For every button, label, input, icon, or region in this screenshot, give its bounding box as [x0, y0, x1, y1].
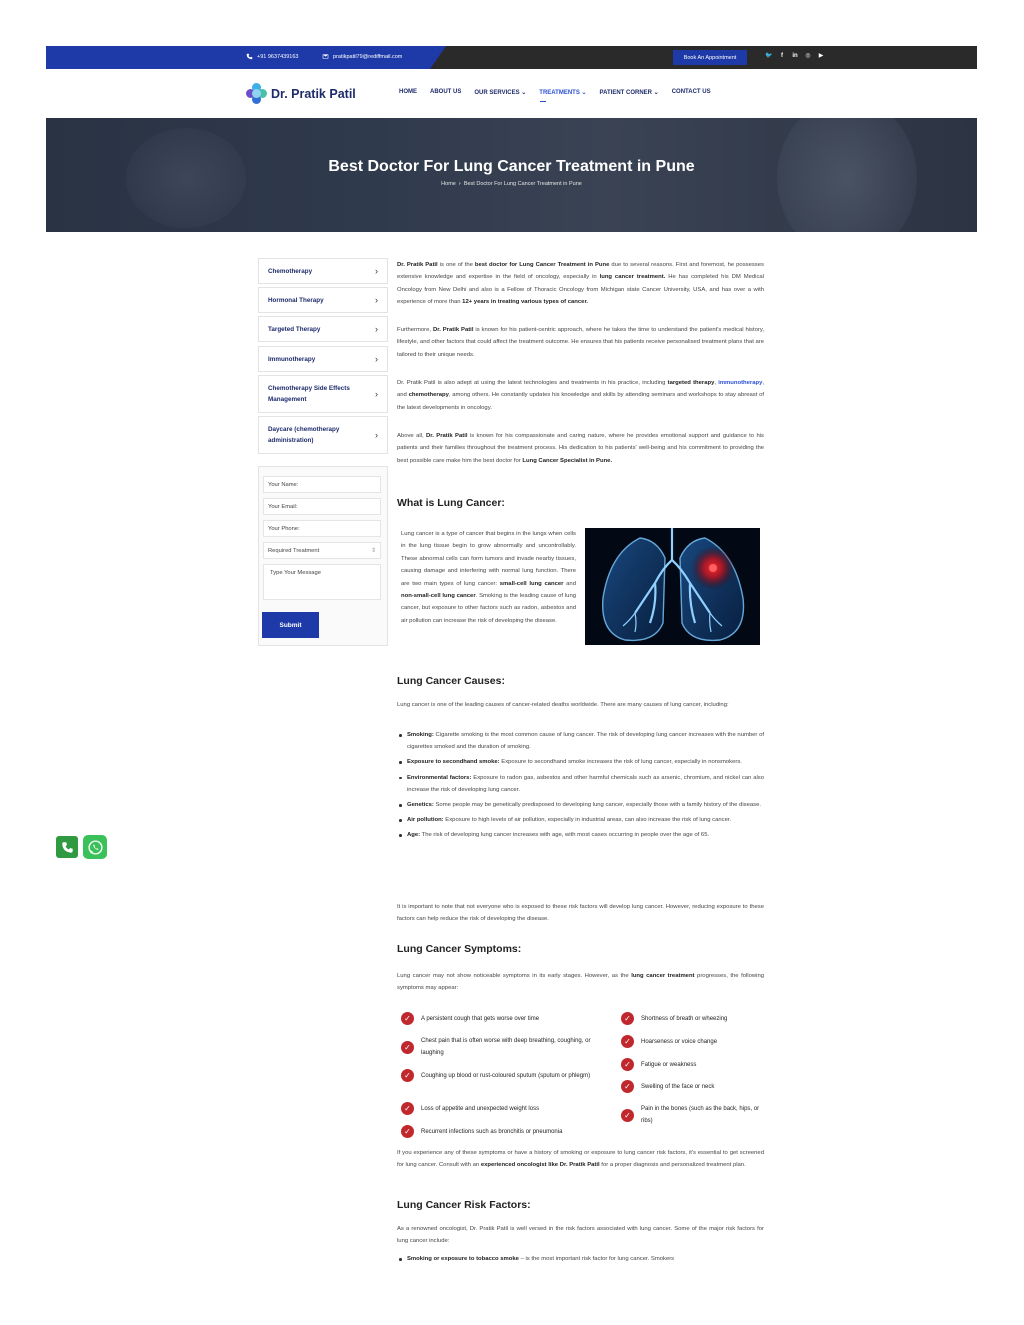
symptoms-intro [397, 970, 764, 995]
text: , [714, 380, 719, 386]
chevron-right-icon: › [375, 324, 378, 334]
chevron-down-icon: ⌄ [653, 90, 659, 96]
floating-call-button[interactable] [56, 836, 78, 858]
causes-note: It is important to note that not everyone who is exposed to these risk factors will develop lung cancer. However, reducing exposure to these factors can help reduce the risk of developing the disease. [397, 904, 764, 923]
patient-centric-paragraph [397, 324, 764, 361]
keyword: 12+ years in treating various types of cancer. [462, 299, 589, 306]
heading-risk-factors: Lung Cancer Risk Factors: [397, 1199, 531, 1211]
what-is-paragraph [401, 528, 576, 627]
chevron-right-icon: › [375, 354, 378, 364]
book-appointment-button[interactable]: Book An Appointment [673, 50, 747, 65]
text: due to several reasons. First and foremost, he possesses extensive knowledge and expertise in the field of oncology, especially in [397, 262, 764, 281]
chevron-right-icon: › [375, 266, 378, 276]
check-circle-icon: ✓ [401, 1041, 414, 1054]
symptom-item [621, 1012, 764, 1025]
sidebar-item-label: Chemotherapy [268, 267, 313, 275]
symptom-item [621, 1035, 764, 1048]
keyword: targeted therapy [667, 380, 715, 386]
symptom-text: Chest pain that is often worse with deep breathing, coughing, or laughing [421, 1038, 591, 1056]
list-item-text: Exposure to radon gas, asbestos and other harmful chemicals such as arsenic, chromium, and nickel can also increase the risk of developing lung cancer. [407, 774, 764, 793]
text: . Smoking is the leading cause of lung cancer, but exposure to other factors such as radon, asbestos and air pollution can increase the risk of developing the disease. [401, 593, 576, 624]
keyword: lung cancer treatment. [599, 274, 666, 281]
keyword: best doctor for Lung Cancer Treatment in Pune [474, 262, 610, 268]
submit-button[interactable]: Submit [262, 612, 319, 638]
immunotherapy-link[interactable]: immunotherapy [718, 380, 763, 386]
list-item-text: The risk of developing lung cancer increases with age, with most cases occurring in people over the age of 65. [420, 832, 710, 839]
phone-field[interactable]: Your Phone: [263, 520, 381, 537]
breadcrumb-home[interactable]: Home [441, 181, 456, 187]
sidebar-item-hormonal-therapy[interactable] [258, 287, 388, 313]
check-circle-icon: ✓ [621, 1012, 634, 1025]
symptom-text: Recurrent infections such as bronchitis or pneumonia [421, 1128, 563, 1135]
check-circle-icon: ✓ [401, 1125, 414, 1138]
top-bar [46, 46, 977, 69]
list-item [407, 1253, 764, 1265]
symptom-text: Coughing up blood or rust-coloured sputum (sputum or phlegm) [421, 1072, 591, 1079]
list-item [407, 799, 764, 811]
phone-icon [61, 841, 74, 854]
nav-patient-corner[interactable] [600, 89, 659, 96]
text: Above all, [397, 433, 427, 439]
nav-about[interactable]: ABOUT US [430, 89, 462, 95]
text: Dr. Pratik Patil is also adept at using the latest technologies and treatments in his practice, including [397, 380, 668, 386]
site-logo[interactable] [246, 83, 356, 104]
logo-flower-icon [246, 83, 267, 104]
causes-intro: Lung cancer is one of the leading causes of cancer-related deaths worldwide. There are many causes of lung cancer, including: [397, 702, 729, 708]
nav-home[interactable]: HOME [399, 89, 417, 95]
text: for a proper diagnosis and personalized treatment plan. [599, 1162, 746, 1169]
lung-illustration-image [585, 528, 760, 645]
phone-icon [246, 53, 253, 60]
sidebar-item-immunotherapy[interactable] [258, 346, 388, 372]
text: , and [397, 380, 765, 399]
lungs-graphic [585, 528, 760, 645]
text: If you experience any of these symptoms or have a history of smoking or exposure to lung cancer risk factors, it's essential to get screened for lung cancer. Consult with an [397, 1150, 764, 1169]
sidebar-item-label: Targeted Therapy [268, 325, 321, 333]
check-circle-icon: ✓ [621, 1035, 634, 1048]
list-item-text: – is the most important risk factor for lung cancer. Smokers [518, 1256, 675, 1262]
list-item [407, 772, 764, 796]
sidebar-item-daycare[interactable] [258, 416, 388, 454]
facebook-icon[interactable]: f [781, 52, 783, 59]
check-circle-icon: ✓ [621, 1058, 634, 1071]
keyword: lung cancer treatment [631, 973, 695, 979]
doctor-name: Dr. Pratik Patil [432, 327, 474, 333]
symptom-item [401, 1102, 611, 1115]
nav-services-label: OUR SERVICES [474, 90, 520, 96]
list-item [407, 829, 764, 841]
symptom-item [621, 1103, 764, 1127]
intro-paragraph [397, 259, 764, 309]
twitter-icon[interactable]: 🐦 [765, 53, 773, 59]
list-item-key: Air pollution: [407, 817, 444, 824]
list-item-key: Age: [407, 832, 421, 839]
floating-whatsapp-button[interactable] [83, 835, 107, 859]
list-item-key: Smoking or exposure to tobacco smoke [407, 1256, 519, 1262]
whatsapp-icon [87, 839, 104, 856]
list-item [407, 729, 764, 753]
social-links [765, 52, 825, 59]
text: Lung cancer may not show noticeable symptoms in its early stages. However, as the [397, 973, 632, 979]
symptom-item [401, 1069, 611, 1082]
causes-list [407, 729, 764, 845]
sidebar-item-label: Immunotherapy [268, 355, 316, 363]
chevron-right-icon: › [375, 430, 378, 440]
check-circle-icon: ✓ [401, 1012, 414, 1025]
nav-treatments[interactable] [539, 89, 586, 96]
text: and [563, 580, 576, 587]
text: Lung cancer is a type of cancer that begins in the lungs when cells in the lung tissue begin to grow abnormally and uncontrollably. These abnormal cells can form tumors and invade nearby tissues, causing damage and interfering with normal lung function. There are two main types of lung cancer: [401, 531, 576, 587]
list-item-text: Cigarette smoking is the most common cause of lung cancer. The risk of developing lung cancer increases with the number of cigarettes smoked and the duration of smoking. [407, 732, 764, 751]
list-item [407, 814, 764, 826]
list-item-text: Some people may be genetically predisposed to developing lung cancer, especially those with a family history of the disease. [433, 802, 761, 809]
keyword: Lung Cancer Specialist in Pune. [522, 457, 613, 464]
text: Furthermore, [397, 327, 433, 333]
keyword: non-small-cell lung cancer [401, 593, 476, 600]
select-arrows-icon: ⇕ [371, 548, 376, 554]
nav-contact[interactable]: CONTACT US [671, 89, 711, 95]
sidebar-item-label: Chemotherapy Side Effects Management [268, 385, 350, 403]
technology-paragraph [397, 377, 764, 414]
check-circle-icon: ✓ [401, 1069, 414, 1082]
check-circle-icon: ✓ [621, 1080, 634, 1093]
symptom-item [621, 1058, 764, 1071]
nav-patient-label: PATIENT CORNER [599, 90, 652, 96]
symptom-text: Swelling of the face or neck [641, 1083, 715, 1090]
heading-what-is-lung-cancer: What is Lung Cancer: [397, 497, 505, 509]
email-address: pratikpatil79@rediffmail.com [333, 53, 403, 60]
list-item-text: Exposure to secondhand smoke increases the risk of lung cancer, especially in nonsmokers. [499, 759, 742, 766]
symptom-text: Loss of appetite and unexpected weight loss [421, 1105, 540, 1112]
check-circle-icon: ✓ [401, 1102, 414, 1115]
text: is one of the [437, 262, 475, 268]
instagram-icon[interactable]: ◎ [805, 53, 811, 59]
symptom-item [401, 1125, 621, 1138]
list-item-key: Exposure to secondhand smoke: [407, 759, 500, 766]
breadcrumb-separator: › [458, 181, 461, 187]
text: He has completed his DM Medical Oncology from New Delhi and also is a Fellow of Thoracic Oncology from Michigan state Cancer University, USA, and has over a with experience of more than [397, 274, 764, 306]
sidebar-item-targeted-therapy[interactable] [258, 316, 388, 342]
chevron-right-icon: › [375, 295, 378, 305]
text: is known for his compassionate and caring nature, where he provides emotional support and guidance to his patients and their families throughout the treatment process. His dedication to his patients' well-being and his commitment to providing the best possible care make him the best doctor for [397, 433, 764, 464]
doctor-name: Dr. Pratik Patil [397, 262, 438, 268]
nav-services[interactable] [474, 89, 526, 96]
text: is known for his patient-centric approach, where he takes the time to understand the patient's medical history, lifestyle, and other factors that could affect the treatment outcome. He ensures that his patients receive personalised treatment plans that are tailored to their unique needs. [397, 327, 764, 358]
list-item [407, 756, 764, 768]
keyword: chemotherapy [408, 392, 449, 399]
email-field[interactable]: Your Email: [263, 498, 381, 515]
symptom-text: Shortness of breath or wheezing [641, 1015, 728, 1022]
text: progresses, the following symptoms may appear: [397, 973, 765, 992]
phone-contact[interactable] [246, 53, 298, 60]
symptom-text: Fatigue or weakness [641, 1061, 697, 1068]
risk-list [407, 1253, 764, 1268]
heading-causes: Lung Cancer Causes: [397, 675, 505, 687]
symptom-text: Pain in the bones (such as the back, hips, or ribs) [641, 1106, 760, 1124]
sidebar-item-label: Hormonal Therapy [268, 296, 324, 304]
hero-banner [46, 118, 977, 232]
sidebar-item-label: Daycare (chemotherapy administration) [268, 426, 340, 444]
text: , among others. He constantly updates his knowledge and skills by attending seminars and workshops to stay abreast of the latest developments in oncology. [397, 392, 764, 411]
mail-icon [322, 53, 329, 60]
breadcrumb [46, 181, 977, 187]
treatment-select-value: Required Treatment [268, 548, 320, 554]
keyword: small-cell lung cancer [499, 580, 564, 587]
page-title: Best Doctor For Lung Cancer Treatment in Pune [328, 158, 695, 175]
symptom-item [621, 1080, 764, 1093]
name-field[interactable]: Your Name: [263, 476, 381, 493]
youtube-icon[interactable]: ▶ [818, 53, 824, 59]
nav-treatments-label: TREATMENTS [539, 90, 580, 96]
email-contact[interactable] [322, 53, 402, 60]
breadcrumb-current: Best Doctor For Lung Cancer Treatment in Pune [463, 181, 582, 187]
symptom-item [401, 1035, 611, 1059]
list-item-key: Smoking: [407, 732, 434, 738]
risk-intro: As a renowned oncologist, Dr. Pratik Patil is well versed in the risk factors associated with lung cancer. Some of the major risk factors for lung cancer include: [397, 1226, 764, 1245]
list-item-key: Genetics: [407, 802, 434, 809]
brand-name: Dr. Pratik Patil [271, 86, 356, 101]
sidebar-item-side-effects[interactable] [258, 375, 388, 413]
chevron-down-icon: ⌄ [581, 90, 587, 96]
phone-number: +91 9637439163 [257, 53, 299, 60]
chevron-down-icon: ⌄ [521, 90, 527, 96]
linkedin-icon[interactable]: in [792, 52, 798, 59]
keyword: experienced oncologist like Dr. Pratik Patil [480, 1162, 600, 1169]
main-nav [399, 89, 724, 96]
compassion-paragraph [397, 430, 764, 467]
doctor-name: Dr. Pratik Patil [426, 433, 468, 439]
list-item-text: Exposure to high levels of air pollution, especially in industrial areas, can also increase the risk of lung cancer. [443, 817, 732, 824]
symptom-text: A persistent cough that gets worse over time [421, 1015, 540, 1022]
message-textarea[interactable]: Type Your Message [263, 564, 381, 600]
list-item-key: Environmental factors: [407, 774, 472, 781]
treatment-select[interactable] [263, 542, 381, 559]
heading-symptoms: Lung Cancer Symptoms: [397, 943, 522, 955]
symptoms-note [397, 1147, 764, 1172]
symptom-text: Hoarseness or voice change [641, 1038, 718, 1045]
chevron-right-icon: › [375, 389, 378, 399]
symptom-item [401, 1012, 611, 1025]
enquiry-form [258, 466, 388, 646]
sidebar-item-chemotherapy[interactable] [258, 258, 388, 284]
check-circle-icon: ✓ [621, 1109, 634, 1122]
